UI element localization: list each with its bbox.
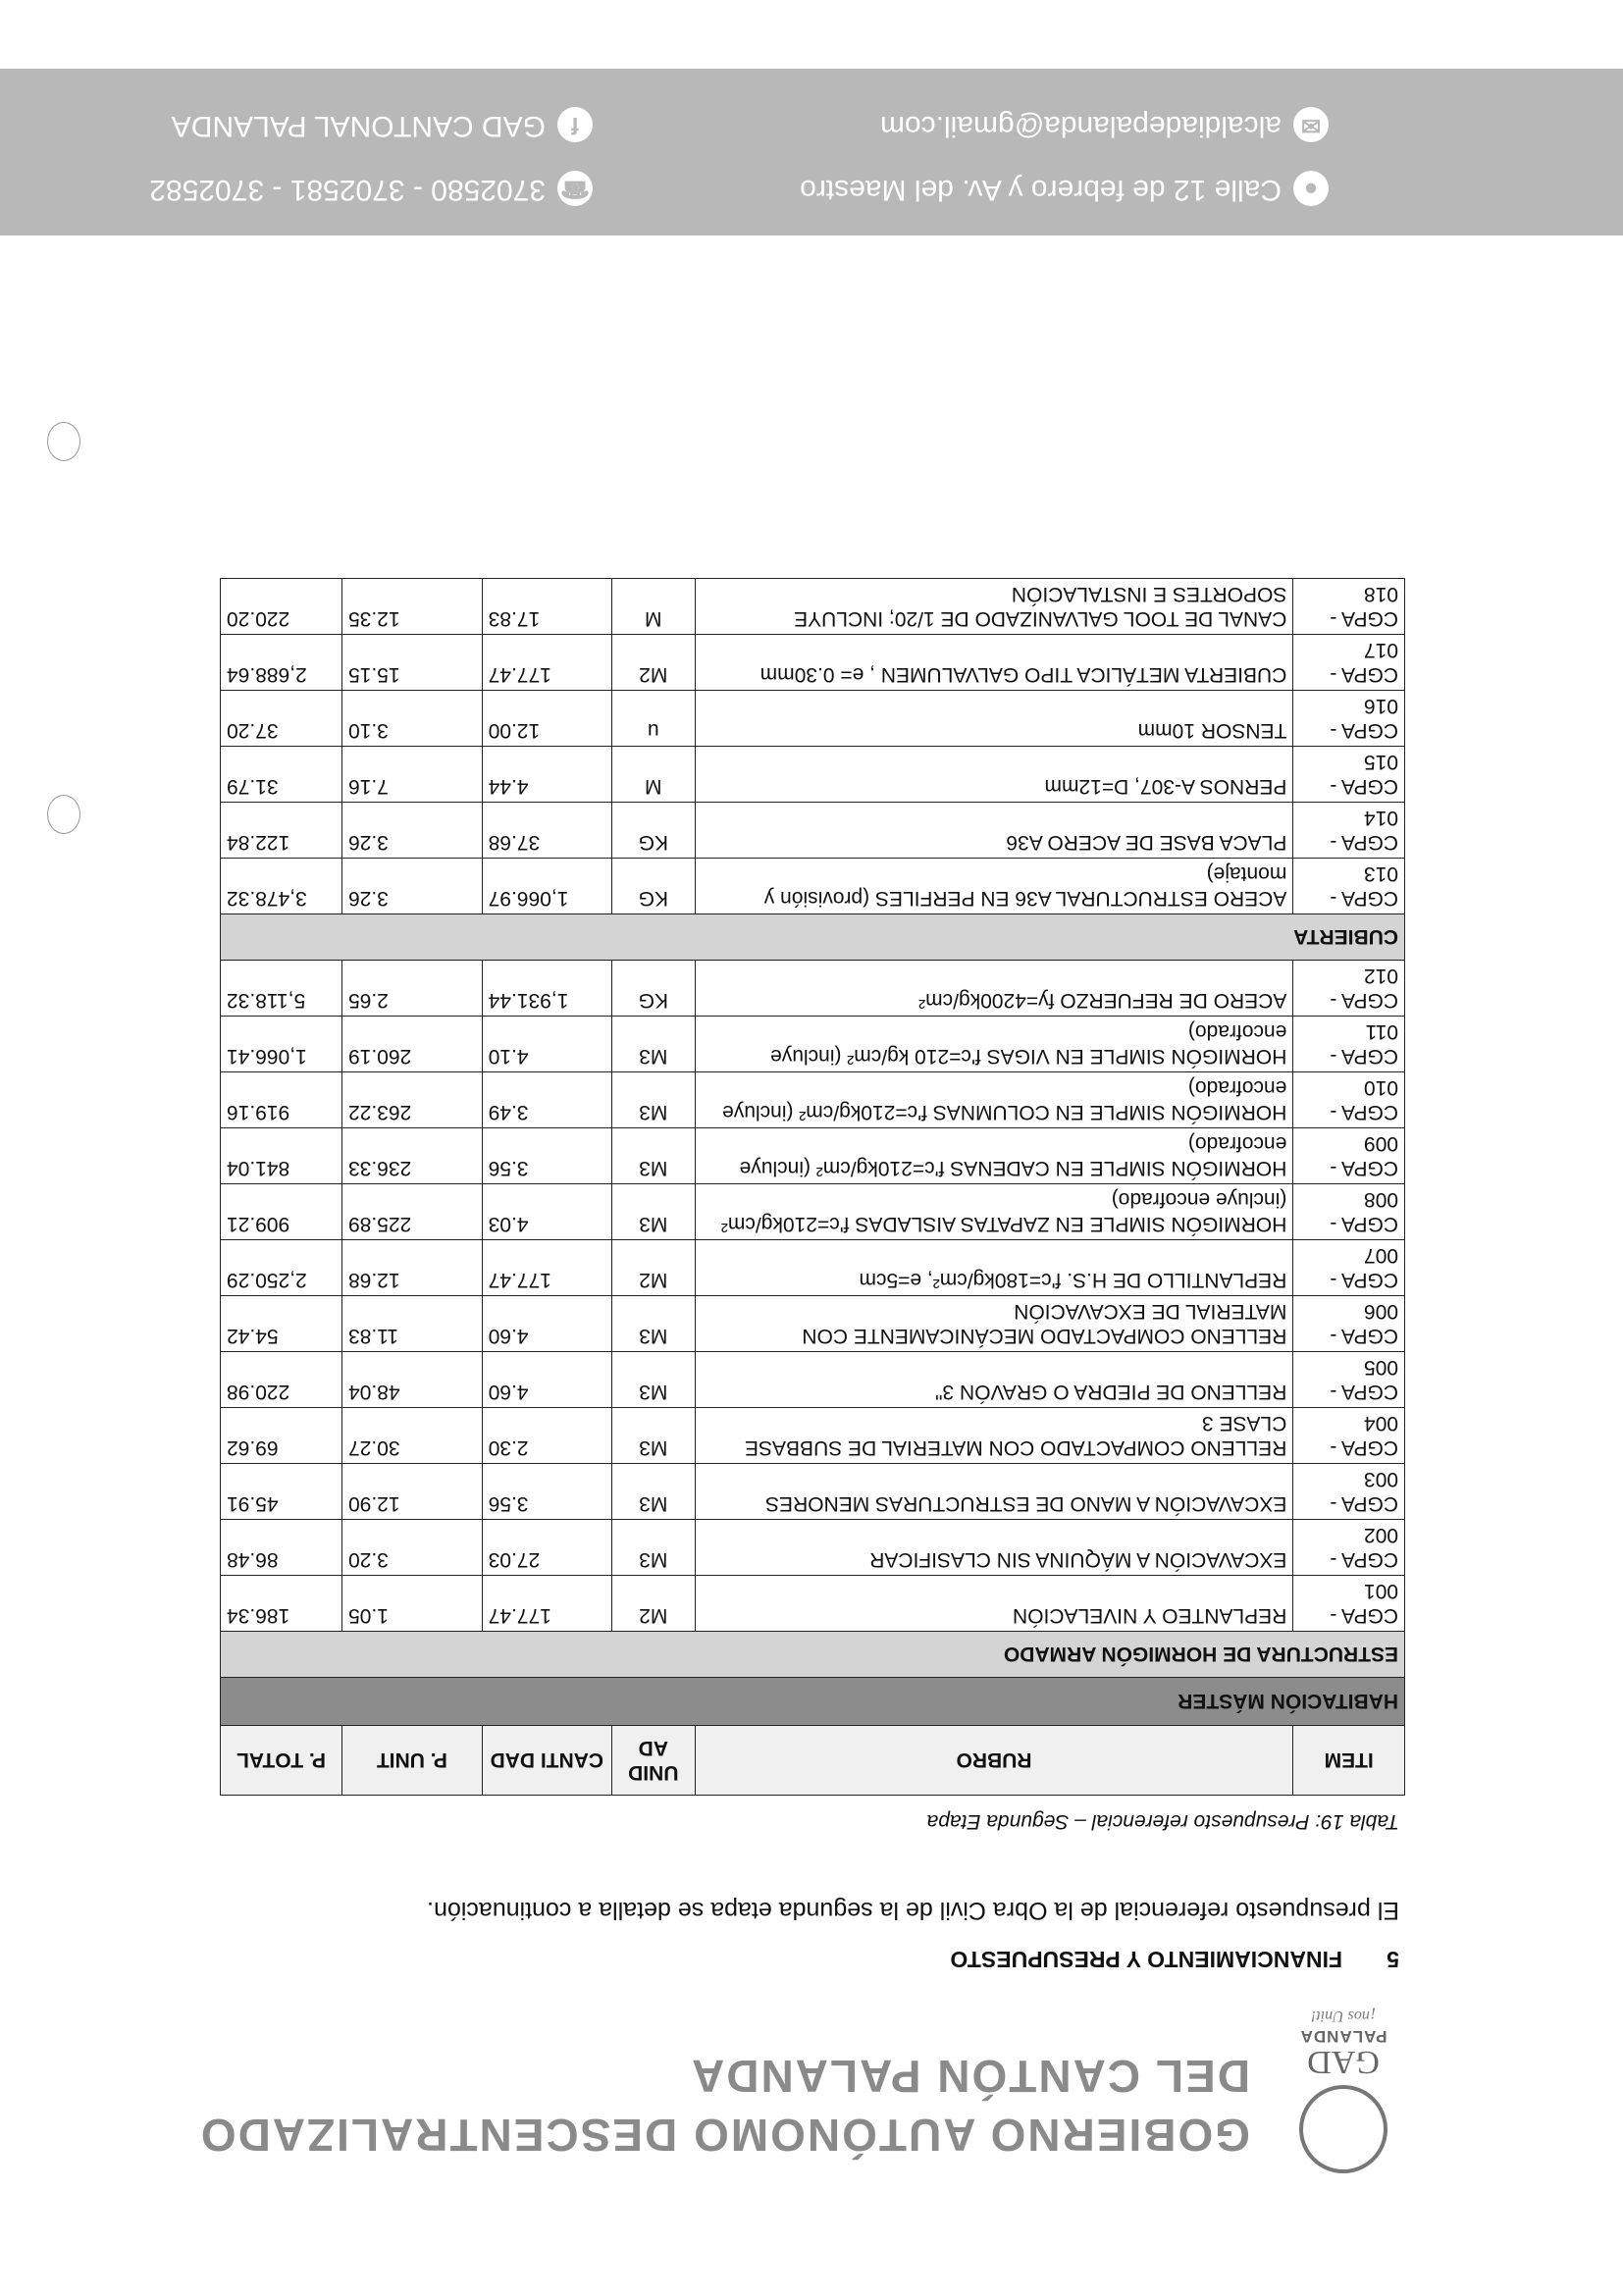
table-row [221, 1464, 1405, 1520]
cell-item: CGPA - 017 [1293, 635, 1405, 691]
cell-ptotal: 54.42 [221, 1296, 342, 1352]
cell-item: CGPA - 016 [1293, 691, 1405, 747]
cell-unidad: KG [611, 859, 695, 914]
table-row [221, 1296, 1405, 1352]
cell-cantidad: 3.56 [482, 1464, 611, 1520]
page-header [131, 1997, 1407, 2173]
cell-cantidad: 27.03 [482, 1520, 611, 1576]
header-p-total: P. TOTAL [221, 1726, 342, 1796]
logo-palanda-text: PALANDA [1299, 2027, 1387, 2046]
logo-emblem-icon [1299, 2085, 1387, 2173]
footer-phone [149, 171, 593, 206]
cell-rubro: RELLENO COMPACTADO CON MATERIAL DE SUBBASE CLASE 3 [695, 1408, 1293, 1464]
cell-rubro: CUBIERTA METÁLICA TIPO GALVALUMEN , e= 0.30mm [695, 635, 1293, 691]
cell-punit: 2.65 [342, 961, 483, 1017]
table-row [221, 635, 1405, 691]
cell-unidad: KG [611, 961, 695, 1017]
group-row-estructura [221, 1632, 1405, 1678]
location-pin-icon: ● [1293, 171, 1329, 206]
logo-gad-text: GAD [1307, 2044, 1380, 2080]
cell-punit: 225.89 [342, 1184, 483, 1240]
table-row [221, 1017, 1405, 1072]
cell-item: CGPA - 008 [1293, 1184, 1405, 1240]
cell-unidad: M3 [611, 1352, 695, 1408]
table-row [221, 1576, 1405, 1632]
cell-unidad: M3 [611, 1128, 695, 1184]
punch-hole [47, 422, 80, 461]
cell-ptotal: 45.91 [221, 1464, 342, 1520]
cell-cantidad: 4.60 [482, 1352, 611, 1408]
group-label: CUBIERTA [221, 914, 1405, 961]
footer-address [800, 171, 1329, 206]
cell-punit: 30.27 [342, 1408, 483, 1464]
table-row [221, 1240, 1405, 1296]
cell-unidad: M3 [611, 1408, 695, 1464]
cell-item: CGPA - 009 [1293, 1128, 1405, 1184]
table-row [221, 1408, 1405, 1464]
cell-unidad: M3 [611, 1017, 695, 1072]
cell-cantidad: 2.30 [482, 1408, 611, 1464]
cell-ptotal: 69.62 [221, 1408, 342, 1464]
cell-ptotal: 841.04 [221, 1128, 342, 1184]
logo-slogan: ¡nos Unit! [1310, 2008, 1377, 2024]
cell-punit: 1.05 [342, 1576, 483, 1632]
header-item: ITEM [1293, 1726, 1405, 1796]
cell-ptotal: 1,066.41 [221, 1017, 342, 1072]
cell-cantidad: 177.47 [482, 1240, 611, 1296]
cell-unidad: M2 [611, 1576, 695, 1632]
cell-ptotal: 2,688.64 [221, 635, 342, 691]
cell-punit: 3.26 [342, 803, 483, 859]
cell-unidad: M2 [611, 635, 695, 691]
cell-rubro: REPLANTILLO DE H.S. f'c=180kg/cm², e=5cm [695, 1240, 1293, 1296]
cell-unidad: M3 [611, 1464, 695, 1520]
gad-logo [1280, 1997, 1407, 2173]
cell-rubro: REPLANTEO Y NIVELACIÓN [695, 1576, 1293, 1632]
cell-cantidad: 1,931.44 [482, 961, 611, 1017]
cell-punit: 236.33 [342, 1128, 483, 1184]
cell-punit: 12.35 [342, 579, 483, 635]
table-caption: Tabla 19: Presupuesto referencial – Segunda Etapa [926, 1810, 1399, 1833]
footer-social-text: GAD CANTONAL PALANDA [171, 110, 546, 142]
table-row [221, 803, 1405, 859]
cell-rubro: PERNOS A-307, D=12mm [695, 747, 1293, 803]
section-title: FINANCIAMIENTO Y PRESUPUESTO [950, 1947, 1342, 1972]
table-header-row [221, 1726, 1405, 1796]
table-row [221, 579, 1405, 635]
group-row-habitacion [221, 1678, 1405, 1726]
cell-ptotal: 220.98 [221, 1352, 342, 1408]
group-label: HABITACIÓN MÁSTER [221, 1678, 1405, 1726]
cell-unidad: KG [611, 803, 695, 859]
cell-item: CGPA - 001 [1293, 1576, 1405, 1632]
page-footer [0, 69, 1623, 235]
cell-punit: 263.22 [342, 1072, 483, 1128]
cell-rubro: ACERO DE REFUERZO fy=4200kg/cm² [695, 961, 1293, 1017]
cell-cantidad: 37.68 [482, 803, 611, 859]
table-row [221, 961, 1405, 1017]
header-p-unit: P. UNIT [342, 1726, 483, 1796]
budget-table [220, 578, 1405, 1796]
cell-cantidad: 3.56 [482, 1128, 611, 1184]
cell-rubro: PLACA BASE DE ACERO A36 [695, 803, 1293, 859]
cell-punit: 12.68 [342, 1240, 483, 1296]
footer-email [880, 107, 1329, 142]
cell-rubro: RELLENO COMPACTADO MECÁNICAMENTE CON MATERIAL DE EXCAVACIÓN [695, 1296, 1293, 1352]
header-cantidad: CANTI DAD [482, 1726, 611, 1796]
cell-ptotal: 5,118.32 [221, 961, 342, 1017]
section-number: 5 [1387, 1947, 1399, 1972]
cell-item: CGPA - 003 [1293, 1464, 1405, 1520]
cell-rubro: HORMIGÓN SIMPLE EN ZAPATAS AISLADAS f'c=210kg/cm² (incluye encofrado) [695, 1184, 1293, 1240]
cell-rubro: HORMIGÓN SIMPLE EN COLUMNAS f'c=210kg/cm² (incluye encofrado) [695, 1072, 1293, 1128]
cell-ptotal: 186.34 [221, 1576, 342, 1632]
cell-item: CGPA - 015 [1293, 747, 1405, 803]
footer-social [172, 107, 593, 142]
cell-rubro: ACERO ESTRUCTURAL A36 EN PERFILES (provisión y montaje) [695, 859, 1293, 914]
cell-punit: 48.04 [342, 1352, 483, 1408]
cell-punit: 15.15 [342, 635, 483, 691]
cell-unidad: M3 [611, 1520, 695, 1576]
intro-paragraph: El presupuesto referencial de la Obra Civil de la segunda etapa se detalla a continuación. [427, 1897, 1399, 1924]
cell-rubro: HORMIGÓN SIMPLE EN VIGAS f'c=210 kg/cm² (incluye encofrado) [695, 1017, 1293, 1072]
cell-rubro: EXCAVACIÓN A MÁQUINA SIN CLASIFICAR [695, 1520, 1293, 1576]
cell-cantidad: 17.83 [482, 579, 611, 635]
cell-item: CGPA - 006 [1293, 1296, 1405, 1352]
cell-ptotal: 919.16 [221, 1072, 342, 1128]
table-row [221, 1352, 1405, 1408]
table-row [221, 1128, 1405, 1184]
cell-ptotal: 31.79 [221, 747, 342, 803]
footer-address-text: Calle 12 de febrero y Av. del Maestro [800, 174, 1282, 206]
cell-item: CGPA - 012 [1293, 961, 1405, 1017]
cell-unidad: M [611, 747, 695, 803]
cell-item: CGPA - 002 [1293, 1520, 1405, 1576]
cell-rubro: TENSOR 10mm [695, 691, 1293, 747]
cell-cantidad: 4.03 [482, 1184, 611, 1240]
table-row [221, 747, 1405, 803]
header-rubro: RUBRO [695, 1726, 1293, 1796]
table-row [221, 1520, 1405, 1576]
envelope-icon: ✉ [1293, 107, 1329, 142]
cell-punit: 3.10 [342, 691, 483, 747]
cell-item: CGPA - 005 [1293, 1352, 1405, 1408]
cell-punit: 12.90 [342, 1464, 483, 1520]
cell-rubro: RELLENO DE PIEDRA O GRAVÓN 3" [695, 1352, 1293, 1408]
cell-punit: 7.16 [342, 747, 483, 803]
header-unidad: UNID AD [611, 1726, 695, 1796]
cell-cantidad: 12.00 [482, 691, 611, 747]
footer-phone-text: 3702580 - 3702581 - 3702582 [149, 174, 546, 206]
cell-ptotal: 37.20 [221, 691, 342, 747]
cell-item: CGPA - 014 [1293, 803, 1405, 859]
cell-ptotal: 2,250.29 [221, 1240, 342, 1296]
cell-cantidad: 4.10 [482, 1017, 611, 1072]
cell-ptotal: 909.21 [221, 1184, 342, 1240]
cell-ptotal: 3,478.32 [221, 859, 342, 914]
cell-unidad: u [611, 691, 695, 747]
table-row [221, 691, 1405, 747]
cell-cantidad: 177.47 [482, 1576, 611, 1632]
cell-rubro: EXCAVACIÓN A MANO DE ESTRUCTURAS MENORES [695, 1464, 1293, 1520]
cell-rubro: HORMIGÓN SIMPLE EN CADENAS f'c=210kg/cm² (incluye encofrado) [695, 1128, 1293, 1184]
cell-cantidad: 177.47 [482, 635, 611, 691]
cell-punit: 260.19 [342, 1017, 483, 1072]
section-heading [950, 1946, 1399, 1972]
cell-ptotal: 220.20 [221, 579, 342, 635]
footer-email-text: alcaldiadepalanda@gmail.com [879, 110, 1282, 142]
cell-cantidad: 3.49 [482, 1072, 611, 1128]
cell-rubro: CANAL DE TOOL GALVANIZADO DE 1/20; INCLUYE SOPORTES E INSTALACIÓN [695, 579, 1293, 635]
table-row [221, 859, 1405, 914]
cell-unidad: M3 [611, 1072, 695, 1128]
table-row [221, 1072, 1405, 1128]
phone-icon: ☎ [557, 171, 593, 206]
cell-unidad: M3 [611, 1296, 695, 1352]
cell-cantidad: 4.44 [482, 747, 611, 803]
group-label: ESTRUCTURA DE HORMIGÓN ARMADO [221, 1632, 1405, 1678]
cell-item: CGPA - 010 [1293, 1072, 1405, 1128]
cell-item: CGPA - 018 [1293, 579, 1405, 635]
cell-cantidad: 4.60 [482, 1296, 611, 1352]
punch-hole [47, 795, 80, 834]
header-title-line1: GOBIERNO AUTÓNOMO DESCENTRALIZADO [198, 2110, 1250, 2161]
cell-unidad: M2 [611, 1240, 695, 1296]
cell-item: CGPA - 007 [1293, 1240, 1405, 1296]
cell-unidad: M3 [611, 1184, 695, 1240]
group-row-cubierta [221, 914, 1405, 961]
cell-item: CGPA - 013 [1293, 859, 1405, 914]
table-row [221, 1184, 1405, 1240]
cell-ptotal: 86.48 [221, 1520, 342, 1576]
cell-cantidad: 1,066.97 [482, 859, 611, 914]
cell-punit: 3.26 [342, 859, 483, 914]
cell-ptotal: 122.84 [221, 803, 342, 859]
cell-punit: 11.83 [342, 1296, 483, 1352]
cell-item: CGPA - 004 [1293, 1408, 1405, 1464]
header-title-line2: DEL CANTÓN PALANDA [690, 2051, 1250, 2102]
cell-punit: 3.20 [342, 1520, 483, 1576]
facebook-icon: f [557, 107, 593, 142]
cell-unidad: M [611, 579, 695, 635]
cell-item: CGPA - 011 [1293, 1017, 1405, 1072]
